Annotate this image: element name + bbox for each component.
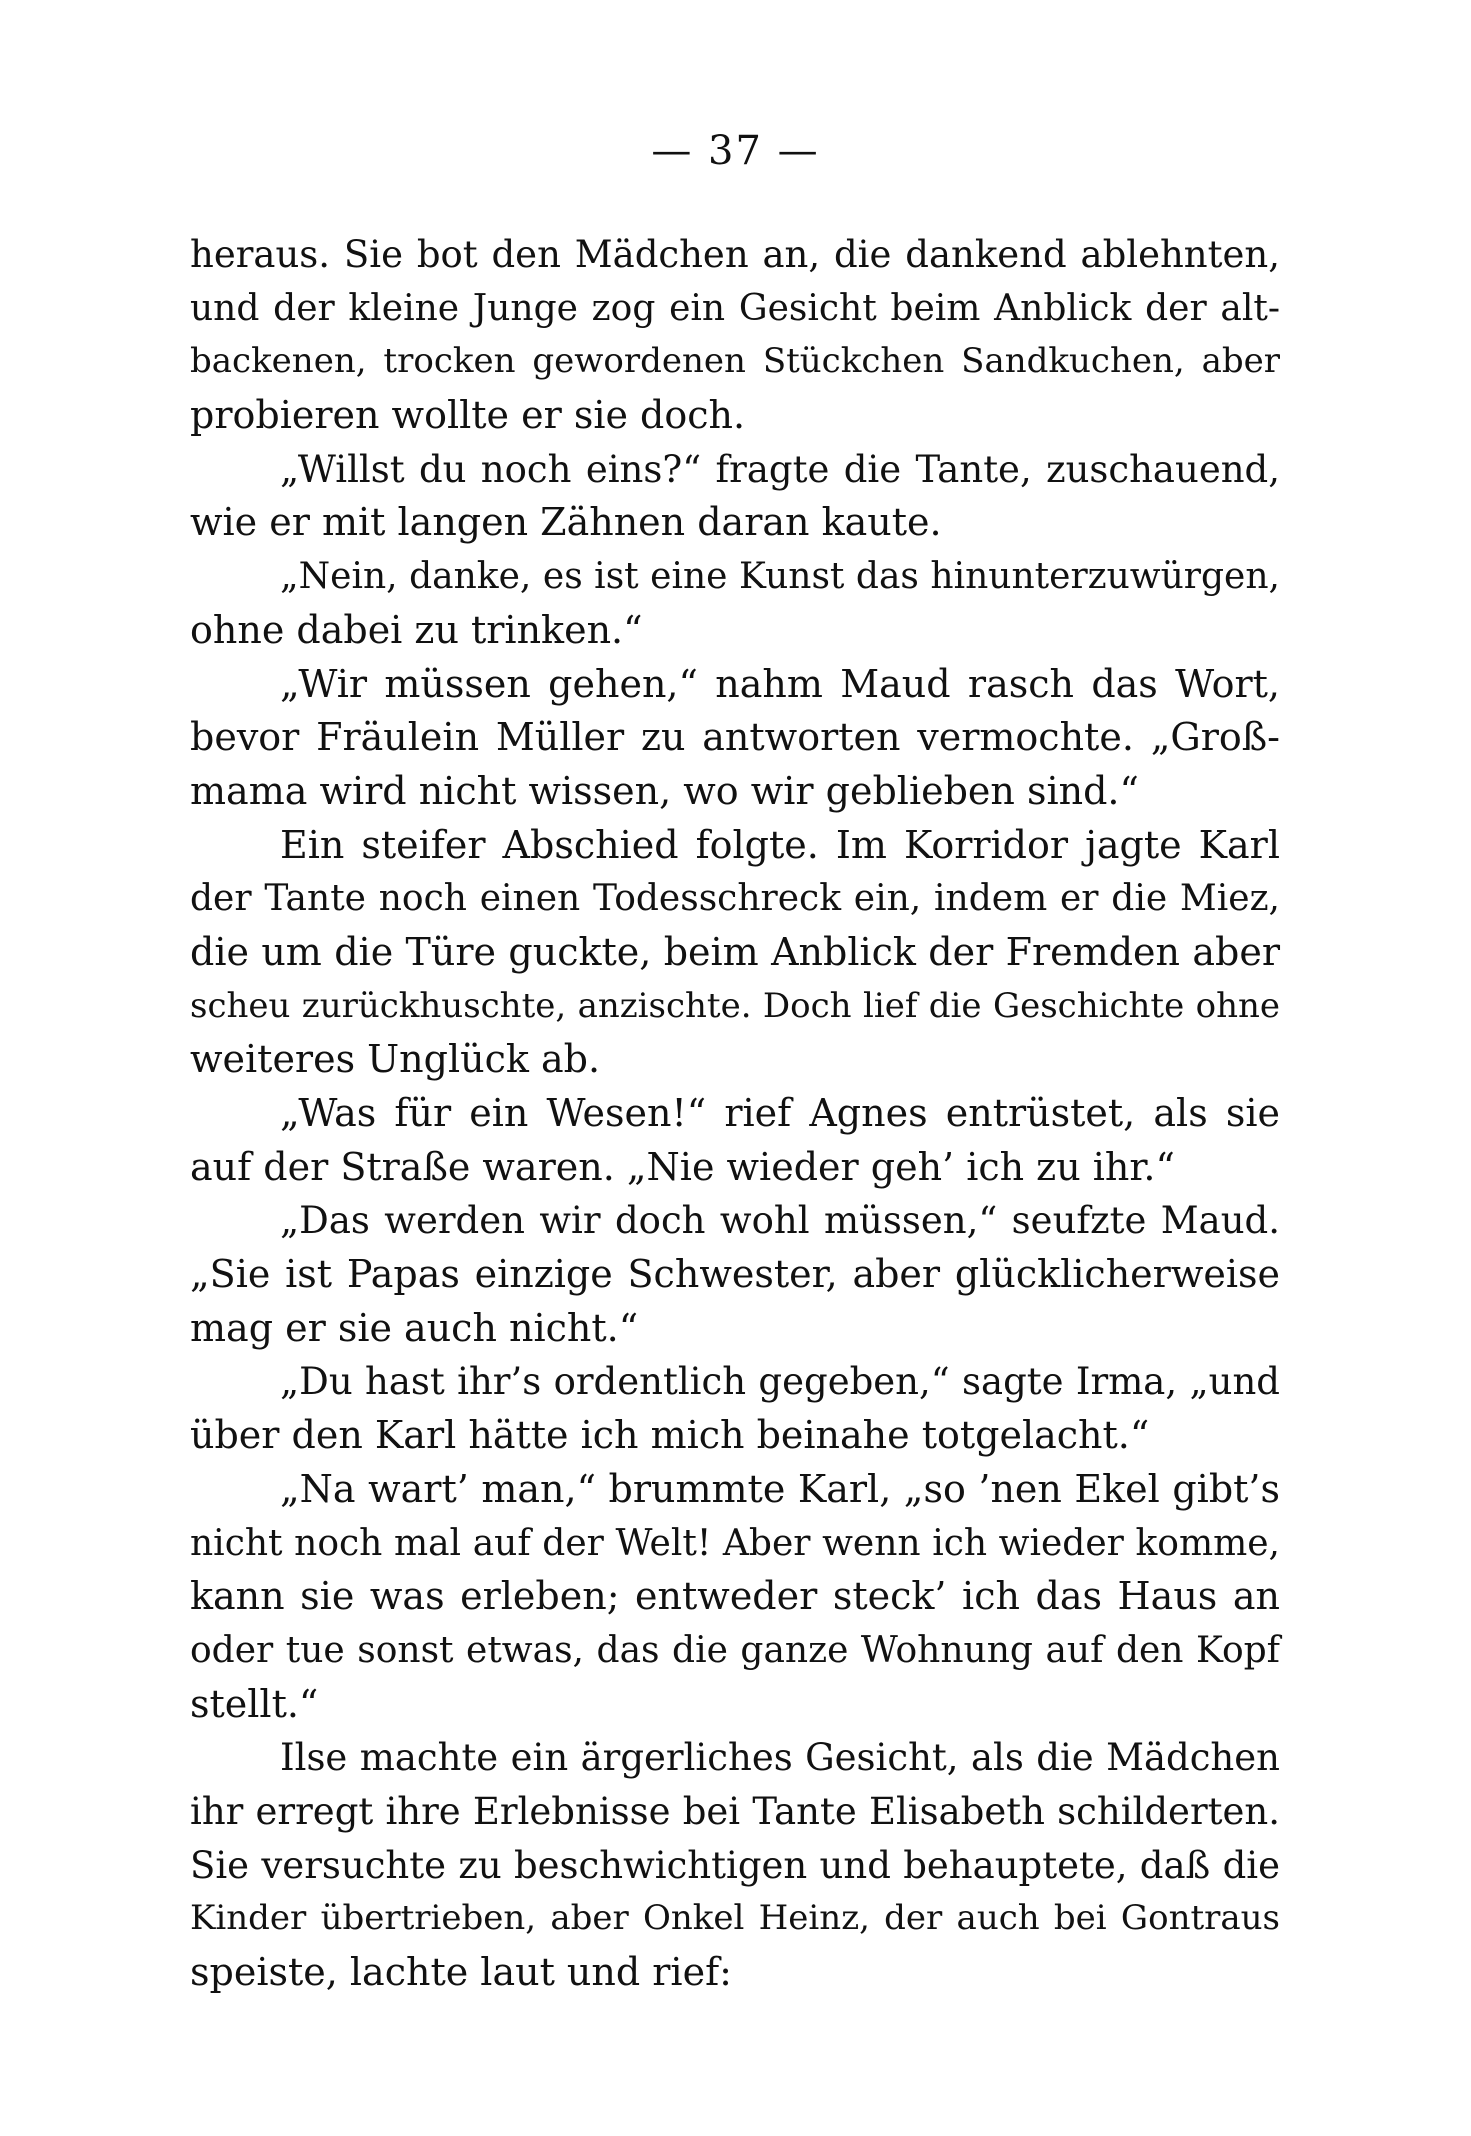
text-line: „Wir müssen gehen,“ nahm Maud rasch das Wort,	[280, 661, 1280, 706]
text-line: speiste, lachte laut und rief:	[190, 1950, 732, 1994]
text-line: „Sie ist Papas einzige Schwester, aber glücklicherweise	[190, 1252, 1280, 1297]
text-line: Kinder übertrieben, aber Onkel Heinz, der auch bei Gontraus	[190, 1898, 1280, 1939]
text-line: wie er mit langen Zähnen daran kaute.	[190, 500, 942, 545]
text-line: oder tue sonst etwas, das die ganze Wohnung auf den Kopf	[190, 1629, 1280, 1671]
text-line: heraus. Sie bot den Mädchen an, die dankend ablehnten,	[190, 233, 1280, 276]
text-line: „Na wart’ man,“ brummte Karl, „so ’nen Ekel gibt’s	[280, 1466, 1280, 1511]
text-line: ihr erregt ihre Erlebnisse bei Tante Elisabeth schilderten.	[190, 1789, 1280, 1833]
text-line: Ilse machte ein ärgerliches Gesicht, als die Mädchen	[280, 1736, 1280, 1780]
text-line: Sie versuchte zu beschwichtigen und behauptete, daß die	[190, 1843, 1280, 1887]
text-line: mama wird nicht wissen, wo wir geblieben sind.“	[190, 768, 1139, 813]
text-line: die um die Türe guckte, beim Anblick der Fremden aber	[190, 929, 1280, 974]
text-line: auf der Straße waren. „Nie wieder geh’ ich zu ihr.“	[190, 1144, 1175, 1189]
text-line: über den Karl hätte ich mich beinahe totgelacht.“	[190, 1413, 1150, 1458]
text-line: „Nein, danke, es ist eine Kunst das hinunterzuwürgen,	[280, 556, 1280, 598]
text-line: „Du hast ihr’s ordentlich gegeben,“ sagte Irma, „und	[280, 1360, 1280, 1404]
text-line: Ein steifer Abschied folgte. Im Korridor jagte Karl	[280, 822, 1280, 867]
text-line: scheu zurückhuschte, anzischte. Doch lief die Geschichte ohne	[190, 985, 1280, 1026]
text-line: bevor Fräulein Müller zu antworten vermochte. „Groß-	[190, 715, 1280, 760]
text-line: und der kleine Junge zog ein Gesicht beim Anblick der alt-	[190, 287, 1280, 329]
text-line: der Tante noch einen Todesschreck ein, indem er die Miez,	[190, 878, 1280, 920]
body-text	[190, 228, 1280, 2000]
text-line: backenen, trocken gewordenen Stückchen Sandkuchen, aber	[190, 341, 1280, 382]
text-line: „Was für ein Wesen!“ rief Agnes entrüstet, als sie	[280, 1091, 1280, 1135]
page-number: — 37 —	[651, 128, 820, 174]
text-line: „Willst du noch eins?“ fragte die Tante, zuschauend,	[280, 447, 1280, 491]
text-line: weiteres Unglück ab.	[190, 1037, 601, 1082]
text-line: nicht noch mal auf der Welt! Aber wenn ich wieder komme,	[190, 1522, 1280, 1564]
text-line: mag er sie auch nicht.“	[190, 1305, 639, 1350]
text-line: probieren wollte er sie doch.	[190, 393, 746, 438]
text-line: „Das werden wir doch wohl müssen,“ seufzte Maud.	[280, 1199, 1280, 1243]
text-line: ohne dabei zu trinken.“	[190, 607, 643, 652]
text-line: stellt.“	[190, 1681, 319, 1726]
text-line: kann sie was erleben; entweder steck’ ich das Haus an	[190, 1574, 1280, 1619]
